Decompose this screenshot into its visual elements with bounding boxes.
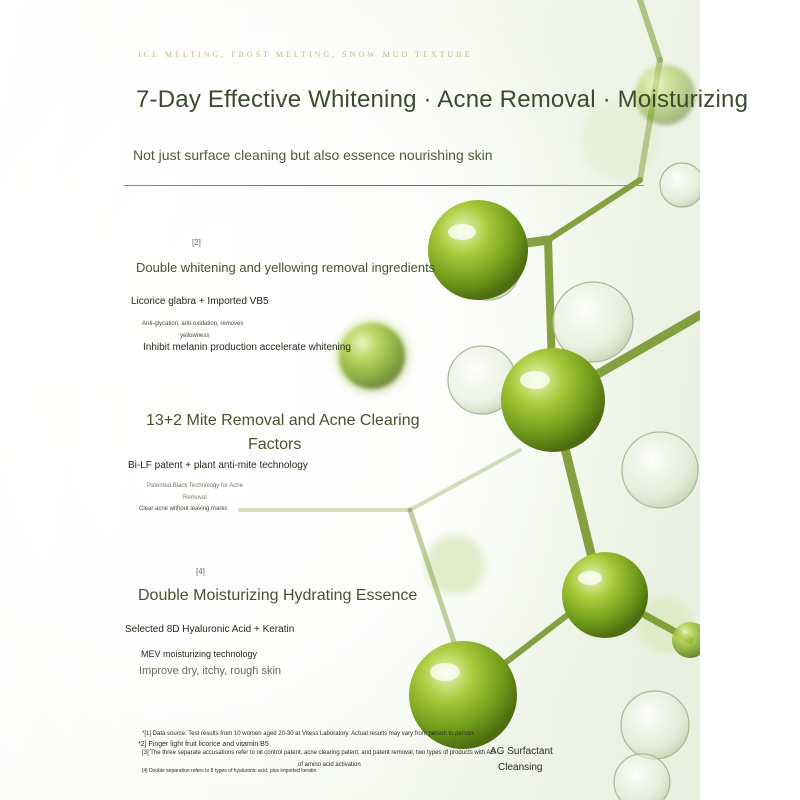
- section-title: Double whitening and yellowing removal ingredients: [136, 260, 436, 275]
- ingredient-line: Licorice glabra + Imported VB5: [131, 296, 269, 307]
- footnote: *[1] Data source: Test results from 10 women aged 20-30 at Vitess Laboratory. Actual results may vary from person to person.: [142, 731, 476, 737]
- headline: 7-Day Effective Whitening · Acne Removal · Moisturizing: [136, 86, 749, 113]
- benefit-line: Improve dry, itchy, rough skin: [139, 665, 282, 677]
- divider: [124, 185, 644, 186]
- footnote: [3] The three separate accusations refer to oil control patent, acne clearing patent, and patent removal, two types of products with AG: [142, 750, 496, 756]
- footnote: [4] Double separation refers to 8 types of hyaluronic acid, plus imported keratin: [142, 768, 317, 774]
- section-index: [4]: [196, 567, 205, 576]
- note-line: Removal: [183, 495, 207, 501]
- note-line: yellowness: [180, 333, 210, 339]
- note-line: Patented Black Technology for Acne: [147, 483, 243, 489]
- footnote: of amino acid activation: [298, 762, 361, 768]
- tagline: ICE MELTING, FROST MELTING, SNOW MUD TEXTURE: [138, 50, 473, 59]
- side-label-line: AG Surfactant: [490, 746, 553, 757]
- ingredient-line: Bi-LF patent + plant anti-mite technology: [128, 460, 308, 471]
- section-title: 13+2 Mite Removal and Acne Clearing: [146, 412, 420, 429]
- benefit-line: Inhibit melanin production accelerate whitening: [143, 342, 351, 353]
- section-title: Double Moisturizing Hydrating Essence: [138, 587, 418, 604]
- benefit-line: Clear acne without leaving marks: [139, 506, 228, 512]
- right-margin: [700, 0, 800, 800]
- ingredient-line: Selected 8D Hyaluronic Acid + Keratin: [125, 624, 295, 635]
- side-label-line: Cleansing: [498, 762, 543, 773]
- footnote: *2] Finger light fruit licorice and vitamin B5: [138, 741, 269, 748]
- subheadline: Not just surface cleaning but also essence nourishing skin: [133, 147, 493, 163]
- note-line: Anti-glycation, anti-oxidation, removes: [142, 321, 244, 327]
- section-title: Factors: [248, 436, 302, 453]
- technology-line: MEV moisturizing technology: [141, 649, 258, 659]
- section-index: [2]: [192, 238, 201, 247]
